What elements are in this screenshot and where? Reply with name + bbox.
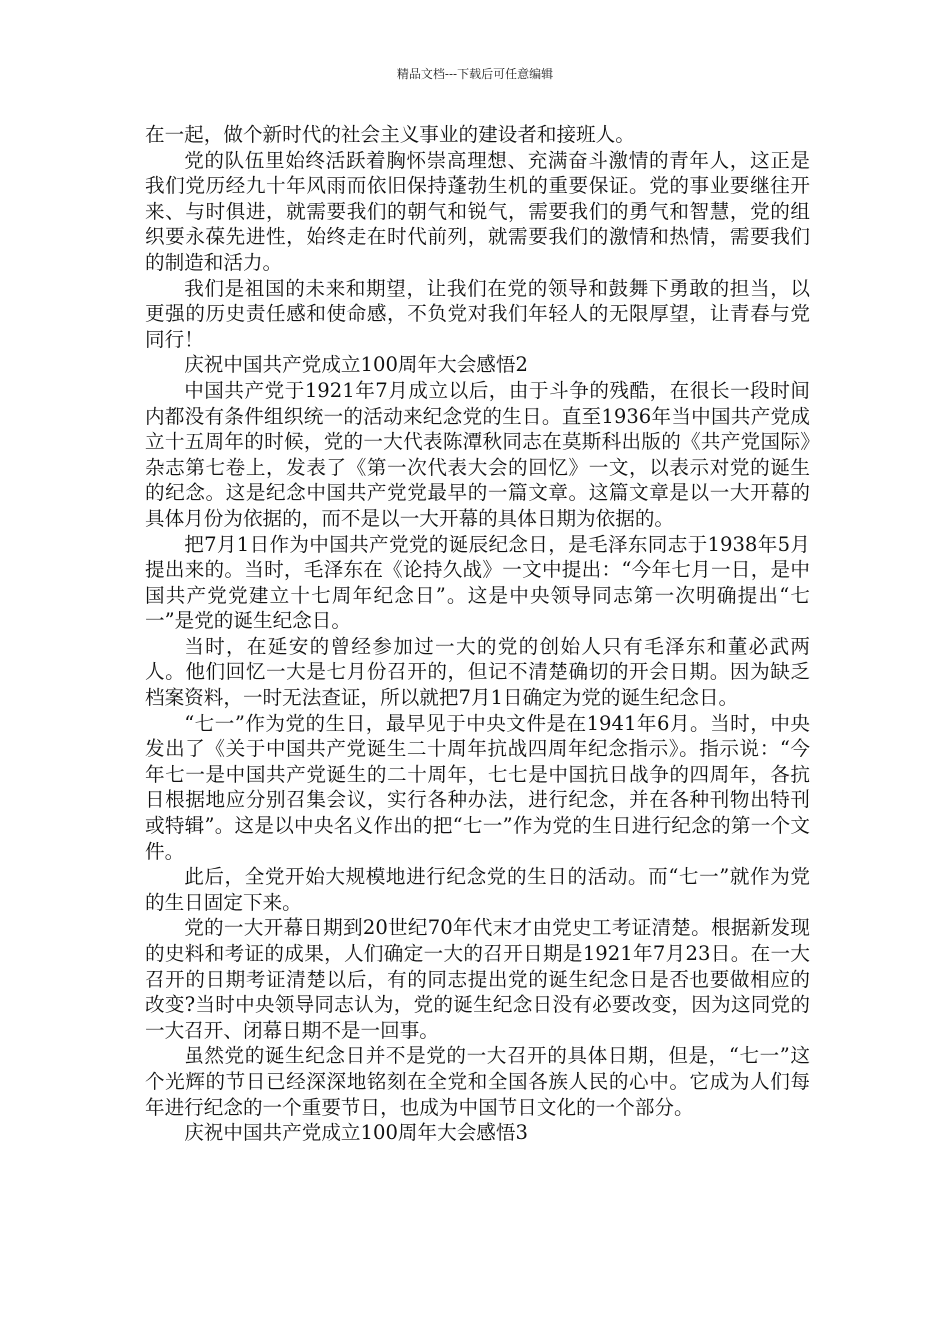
paragraph: 中国共产党于1921年7月成立以后，由于斗争的残酷，在很长一段时间内都没有条件组织统一的活动来纪念党的生日。直至1936年当中国共产党成立十五周年的时候，党的一大代表陈潭秋同志在莫斯科出版的《共产党国际》杂志第七卷上，发表了《第一次代表大会的回忆》一文，以表示对党的诞生的纪念。这是纪念中国共产党党最早的一篇文章。这篇文章是以一大开幕的具体月份为依据的，而不是以一大开幕的具体日期为依据的。 <box>145 378 810 530</box>
paragraph: 党的一大开幕日期到20世纪70年代末才由党史工考证清楚。根据新发现的史料和考证的成果，人们确定一大的召开日期是1921年7月23日。在一大召开的日期考证清楚以后，有的同志提出党的诞生纪念日是否也要做相应的改变?当时中央领导同志认为，党的诞生纪念日没有必要改变，因为这同党的一大召开、闭幕日期不是一回事。 <box>145 916 810 1042</box>
paragraph: 虽然党的诞生纪念日并不是党的一大召开的具体日期，但是，“七一”这个光辉的节日已经深深地铭刻在全党和全国各族人民的心中。它成为人们每年进行纪念的一个重要节日，也成为中国节日文化的一个部分。 <box>145 1044 810 1119</box>
page-header: 精品文档---下载后可任意编辑 <box>396 67 554 81</box>
section-heading: 庆祝中国共产党成立100周年大会感悟2 <box>184 353 528 377</box>
paragraph: 党的队伍里始终活跃着胸怀崇高理想、充满奋斗激情的青年人，这正是我们党历经九十年风雨而依旧保持蓬勃生机的重要保证。党的事业要继往开来、与时俱进，就需要我们的朝气和锐气，需要我们的勇气和智慧，党的组织要永葆先进性，始终走在时代前列，就需要我们的激情和热情，需要我们的制造和活力。 <box>145 148 810 274</box>
paragraph: “七一”作为党的生日，最早见于中央文件是在1941年6月。当时，中央发出了《关于中国共产党诞生二十周年抗战四周年纪念指示》。指示说：“今年七一是中国共产党诞生的二十周年，七七是中国抗日战争的四周年，各抗日根据地应分别召集会议，实行各种办法，进行纪念，并在各种刊物出特刊或特辑”。这是以中央名义作出的把“七一”作为党的生日进行纪念的第一个文件。 <box>145 711 810 863</box>
paragraph: 当时，在延安的曾经参加过一大的党的创始人只有毛泽东和董必武两人。他们回忆一大是七月份召开的，但记不清楚确切的开会日期。因为缺乏档案资料，一时无法查证，所以就把7月1日确定为党的诞生纪念日。 <box>145 634 810 710</box>
document-body <box>145 122 810 1146</box>
paragraph: 我们是祖国的未来和期望，让我们在党的领导和鼓舞下勇敢的担当，以更强的历史责任感和使命感，不负党对我们年轻人的无限厚望，让青春与党同行！ <box>145 276 810 351</box>
paragraph: 此后，全党开始大规模地进行纪念党的生日的活动。而“七一”就作为党的生日固定下来。 <box>145 865 810 914</box>
paragraph: 把7月1日作为中国共产党党的诞辰纪念日，是毛泽东同志于1938年5月提出来的。当时，毛泽东在《论持久战》一文中提出：“今年七月一日，是中国共产党党建立十七周年纪念日”。这是中央领导同志第一次明确提出“七一”是党的诞生纪念日。 <box>145 532 810 633</box>
section-heading: 庆祝中国共产党成立100周年大会感悟3 <box>184 1121 528 1145</box>
paragraph-continuation: 在一起，做个新时代的社会主义事业的建设者和接班人。 <box>145 123 635 146</box>
